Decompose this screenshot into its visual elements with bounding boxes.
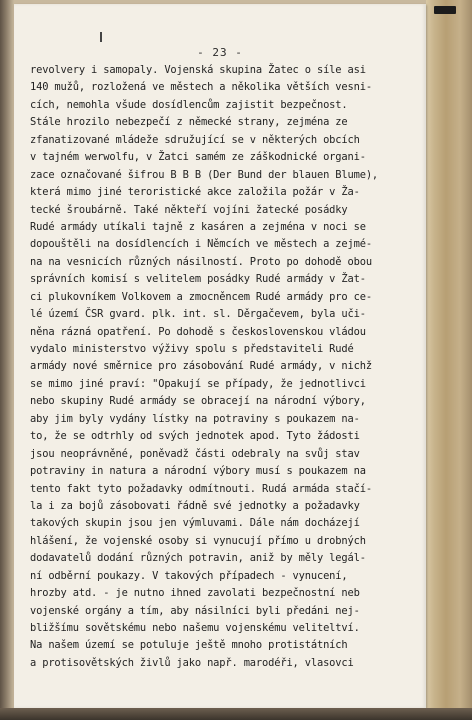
text-line: zfanatizované mládeže sdružující se v některých obcích (30, 133, 360, 146)
text-line: bližšímu sovětskému nebo našemu vojenskému veliteltví. (30, 622, 360, 634)
text-line: Na našem území se potuluje ještě mnoho protistátních (30, 639, 348, 652)
text-line: ci plukovníkem Volkovem a zmocněncem Rudé armády pro ce- (30, 290, 372, 303)
text-line: Stále hrozilo nebezpečí z německé strany, zejména ze (30, 116, 348, 129)
text-line: vojenské orgány a tím, aby násilníci byli předáni nej- (30, 604, 360, 617)
text-line: dopouštěli na dosídlencích i Němcích ve městech a zejmé- (30, 238, 372, 251)
binding-mark (100, 32, 102, 42)
text-line: aby jim byly vydány lístky na potraviny s poukazem na- (30, 412, 360, 425)
page-number: - 23 - (197, 46, 243, 59)
text-line: na na vesnicích různých násilností. Proto po dohodě obou (30, 255, 372, 268)
body-text (30, 62, 386, 672)
text-line: zace označované šifrou B B B (Der Bund der blauen Blume), (30, 168, 379, 181)
text-line: a protisovětských živlů jako např. marodéři, vlasovci (30, 656, 354, 669)
text-line: která mimo jiné teroristické akce založila požár v Ža- (30, 186, 360, 199)
text-line: revolvery i samopaly. Vojenská skupina Žatec o síle asi (30, 64, 366, 76)
text-line: tento fakt tyto požadavky odmítnouti. Rudá armáda stačí- (30, 482, 372, 495)
text-line: cích, nemohla všude dosídlencům zajistit bezpečnost. (30, 98, 348, 111)
text-line: v tajném werwolfu, v Žatci samém ze záškodnické organi- (30, 151, 366, 164)
text-line: takových skupin jsou jen výmluvami. Dále nám docházejí (30, 517, 360, 530)
text-line: hlášení, že vojenské osoby si vynucují přímo u drobných (30, 534, 366, 547)
text-line: to, že se odtrhly od svých jednotek apod. Tyto žádosti (30, 430, 360, 443)
text-line: armády nové směrnice pro zásobování Rudé armády, v nichž (30, 360, 372, 373)
text-line: se mimo jiné praví: "Opakují se případy, že jednotlivci (30, 377, 366, 390)
scan-bottom-edge (0, 708, 472, 720)
scanner-clip-mark (434, 6, 456, 14)
text-line: správních komisí s velitelem posádky Rudé armády v Žat- (30, 273, 366, 286)
text-line: ní odběrní poukazy. V takových případech - vynucení, (30, 569, 348, 582)
text-line: něna rázná opatření. Po dohodě s československou vládou (30, 325, 366, 338)
text-line: jsou neoprávněné, poněvadž části odebraly na svůj stav (30, 447, 360, 460)
text-line: hrozby atd. - je nutno ihned zavolati bezpečnostní neb (30, 587, 360, 600)
text-line: lé území ČSR gvard. plk. int. sl. Děrgačevem, byla uči- (30, 308, 366, 321)
text-line: tecké šroubárně. Také někteří vojíni žatecké posádky (30, 203, 348, 216)
text-line: dodavatelů dodání různých potravin, aniž by měly legál- (30, 552, 366, 565)
text-line: 140 mužů, rozložená ve městech a několika větších vesni- (30, 81, 372, 94)
document-page (14, 4, 426, 708)
text-line: la i za bojů zásobovati řádně své jednotky a požadavky (30, 499, 360, 512)
text-line: potraviny in natura a národní výbory musí s poukazem na (30, 465, 366, 478)
book-page-edges (426, 0, 472, 720)
text-line: nebo skupiny Rudé armády se obracejí na národní výbory, (30, 395, 366, 408)
text-line: Rudé armády utíkali tajně z kasáren a zejména v noci se (30, 220, 366, 233)
text-line: vydalo ministerstvo výživy spolu s představiteli Rudé (30, 343, 354, 355)
